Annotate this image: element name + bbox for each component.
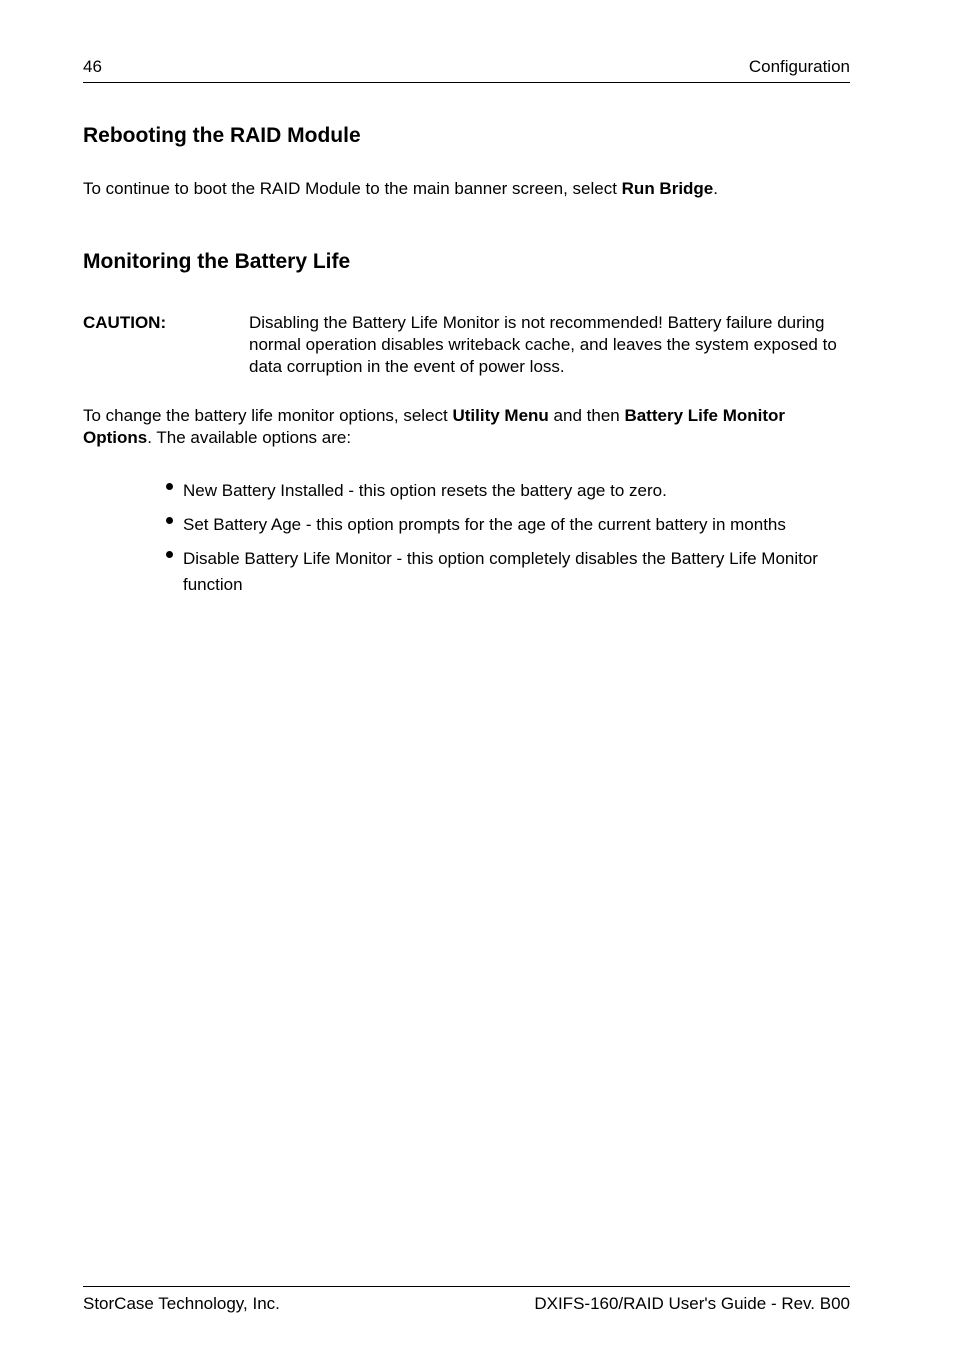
reboot-paragraph bbox=[83, 178, 850, 200]
utility-menu-label: Utility Menu bbox=[452, 406, 549, 425]
page-number: 46 bbox=[83, 57, 102, 76]
reboot-text-after: . bbox=[713, 179, 718, 198]
caution-label: CAUTION: bbox=[83, 313, 167, 332]
battery-options-label: Battery Life Monitor Options bbox=[83, 406, 786, 447]
battery-intro-paragraph bbox=[83, 405, 850, 449]
battery-heading: Monitoring the Battery Life bbox=[83, 250, 351, 273]
intro-text-1: To change the battery life monitor options, select bbox=[83, 406, 453, 425]
page-footer bbox=[83, 1286, 850, 1317]
bullet-icon bbox=[166, 551, 173, 558]
footer-guide-title: DXIFS-160/RAID User's Guide - Rev. B00 bbox=[534, 1294, 850, 1313]
section-title: Configuration bbox=[748, 57, 850, 76]
intro-text-2: and then bbox=[548, 406, 625, 425]
bullet-icon bbox=[166, 483, 173, 490]
battery-options-list bbox=[163, 478, 853, 606]
footer-company: StorCase Technology, Inc. bbox=[83, 1294, 280, 1313]
run-bridge-label: Run Bridge bbox=[621, 179, 714, 198]
bullet-icon bbox=[166, 517, 173, 524]
option-text: Disable Battery Life Monitor - this option completely disables the Battery Life Monitor function bbox=[183, 549, 818, 594]
option-text: Set Battery Age - this option prompts for the age of the current battery in months bbox=[183, 515, 786, 534]
page-header bbox=[83, 56, 850, 83]
list-item bbox=[163, 512, 853, 538]
list-item bbox=[163, 478, 853, 504]
reboot-heading: Rebooting the RAID Module bbox=[83, 124, 361, 147]
reboot-text-before: To continue to boot the RAID Module to the main banner screen, select bbox=[83, 179, 622, 198]
list-item bbox=[163, 546, 853, 598]
caution-text: Disabling the Battery Life Monitor is not recommended! Battery failure during normal operation disables writeback cache, and leaves the system exposed to data corruption in the event of power loss. bbox=[249, 313, 837, 376]
intro-text-3: . The available options are: bbox=[147, 428, 352, 447]
option-text: New Battery Installed - this option resets the battery age to zero. bbox=[183, 481, 667, 500]
